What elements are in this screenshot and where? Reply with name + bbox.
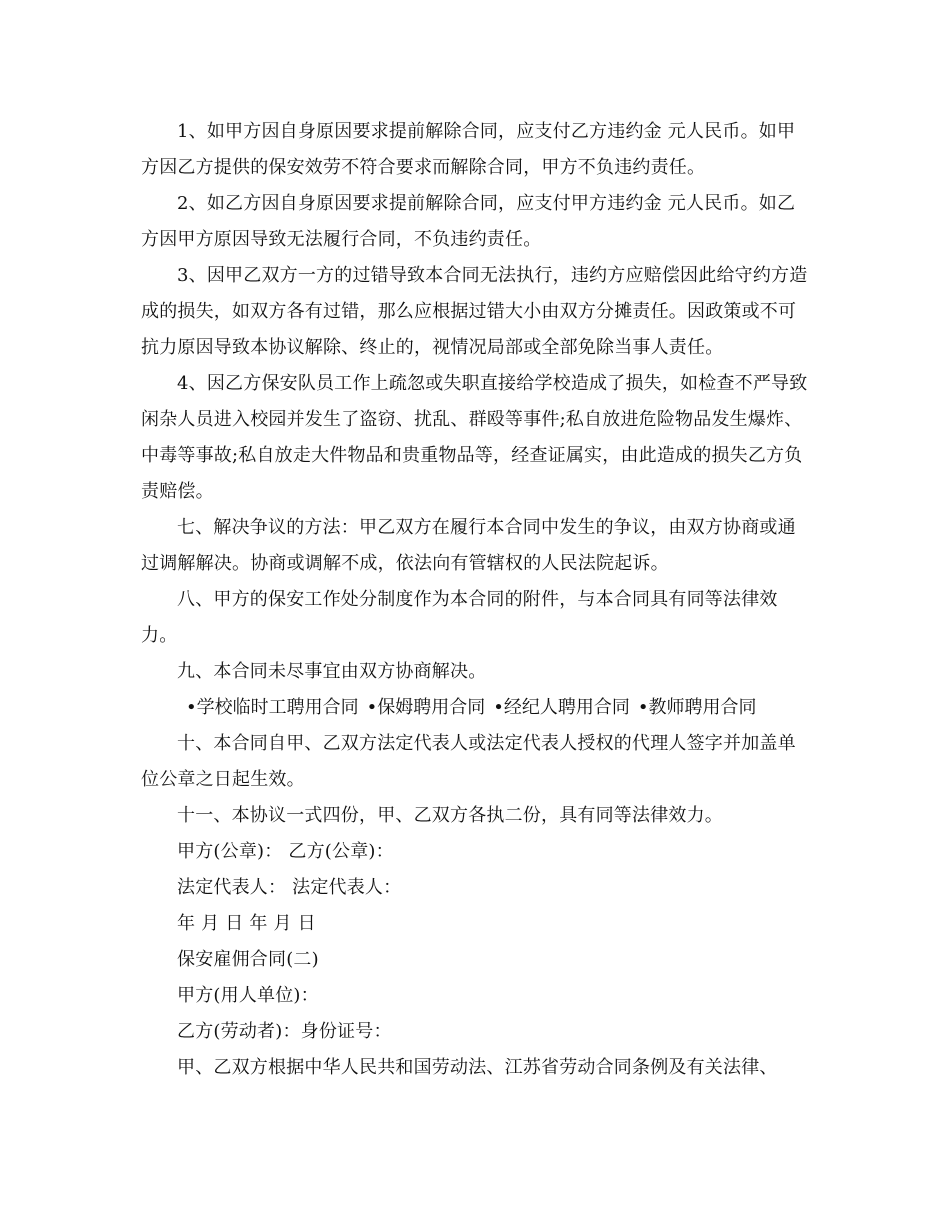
clause-seven-dispute: 七、解决争议的方法：甲乙双方在履行本合同中发生的争议，由双方协商或通过调解解决。协商或调解不成，依法向有管辖权的人民法院起诉。 (141, 517, 796, 574)
signature-seal-line: 甲方(公章)： 乙方(公章)： (177, 841, 394, 862)
clause-1: 1、如甲方因自身原因要求提前解除合同，应支付乙方违约金 元人民币。如甲方因乙方提供的保安效劳不符合要求而解除合同，甲方不负违约责任。 (141, 121, 796, 178)
second-contract-title: 保安雇佣合同(二) (177, 949, 319, 970)
clause-nine-misc: 九、本合同未尽事宜由双方协商解决。 (177, 661, 487, 682)
party-b-worker: 乙方(劳动者)：身份证号： (177, 1021, 392, 1042)
signature-date-line: 年 月 日 年 月 日 (177, 913, 316, 934)
related-link-temp-worker[interactable]: •学校临时工聘用合同 (186, 697, 359, 718)
signature-representative-line: 法定代表人： 法定代表人： (177, 877, 402, 898)
related-link-teacher[interactable]: •教师聘用合同 (637, 697, 757, 718)
document-body (141, 114, 809, 1086)
related-links (141, 690, 809, 726)
clause-ten-effective: 十、本合同自甲、乙双方法定代表人或法定代表人授权的代理人签字并加盖单位公章之日起生效。 (141, 733, 796, 790)
clause-eleven-copies: 十一、本协议一式四份，甲、乙双方各执二份，具有同等法律效力。 (177, 805, 723, 826)
clause-3: 3、因甲乙双方一方的过错导致本合同无法执行，违约方应赔偿因此给守约方造成的损失，如双方各有过错，那么应根据过错大小由双方分摊责任。因政策或不可抗力原因导致本协议解除、终止的，视情况局部或全部免除当事人责任。 (141, 265, 808, 358)
preamble-line: 甲、乙双方根据中华人民共和国劳动法、江苏省劳动合同条例及有关法律、 (177, 1057, 778, 1078)
related-link-nanny[interactable]: •保姆聘用合同 (366, 697, 486, 718)
related-link-agent[interactable]: •经纪人聘用合同 (493, 697, 630, 718)
clause-4: 4、因乙方保安队员工作上疏忽或失职直接给学校造成了损失，如检查不严导致闲杂人员进入校园并发生了盗窃、扰乱、群殴等事件;私自放进危险物品发生爆炸、中毒等事故;私自放走大件物品和贵重物品等，经查证属实，由此造成的损失乙方负责赔偿。 (141, 373, 808, 502)
clause-eight-attachment: 八、甲方的保安工作处分制度作为本合同的附件，与本合同具有同等法律效力。 (141, 589, 778, 646)
clause-2: 2、如乙方因自身原因要求提前解除合同，应支付甲方违约金 元人民币。如乙方因甲方原因导致无法履行合同，不负违约责任。 (141, 193, 796, 250)
party-a-employer: 甲方(用人单位)： (177, 985, 319, 1006)
